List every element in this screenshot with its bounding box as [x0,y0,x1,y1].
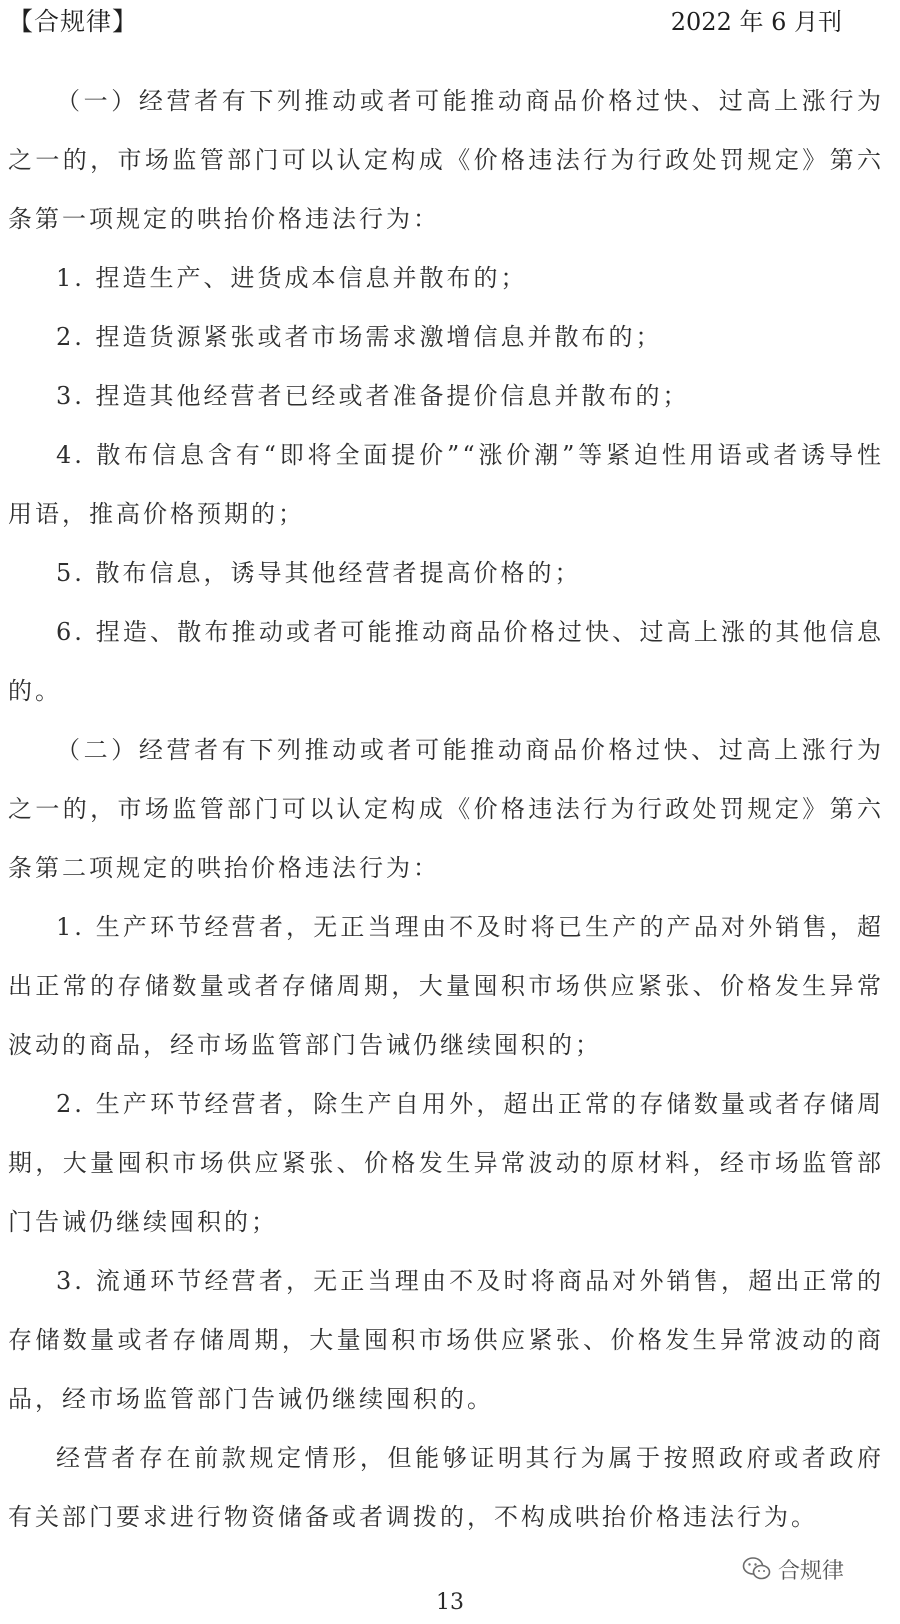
document-body [8,72,884,1547]
watermark-label: 合规律 [778,1558,845,1584]
issue-date: 2022 年 6 月刊 [670,8,842,36]
paragraph-item-1-1: 1. 捏造生产、进货成本信息并散布的； [56,264,528,292]
paragraph-item-2-1: 1. 生产环节经营者，无正当理由不及时将已生产的产品对外销售，超出正常的存储数量或者存储周期，大量囤积市场供应紧张、价格发生异常波动的商品，经市场监管部门告诫仍继续囤积的； [8,913,884,1059]
paragraph-item-1-5: 5. 散布信息，诱导其他经营者提高价格的； [56,559,582,587]
paragraph-item-1-4: 4. 散布信息含有“即将全面提价”“涨价潮”等紧迫性用语或者诱导性用语，推高价格预期的； [8,441,884,528]
page-header [0,0,900,44]
paragraph-item-2-2: 2. 生产环节经营者，除生产自用外，超出正常的存储数量或者存储周期，大量囤积市场供应紧张、价格发生异常波动的原材料，经市场监管部门告诫仍继续囤积的； [8,1090,884,1236]
page-number: 13 [436,1590,464,1615]
paragraph-item-1-6: 6. 捏造、散布推动或者可能推动商品价格过快、过高上涨的其他信息的。 [8,618,884,705]
paragraph-section-1-intro: （一）经营者有下列推动或者可能推动商品价格过快、过高上涨行为之一的，市场监管部门可以认定构成《价格违法行为行政处罚规定》第六条第一项规定的哄抬价格违法行为： [8,87,884,233]
paragraph-section-2-intro: （二）经营者有下列推动或者可能推动商品价格过快、过高上涨行为之一的，市场监管部门可以认定构成《价格违法行为行政处罚规定》第六条第二项规定的哄抬价格违法行为： [8,736,884,882]
paragraph-item-1-3: 3. 捏造其他经营者已经或者准备提价信息并散布的； [56,382,690,410]
paragraph-item-2-3: 3. 流通环节经营者，无正当理由不及时将商品对外销售，超出正常的存储数量或者存储周期，大量囤积市场供应紧张、价格发生异常波动的商品，经市场监管部门告诫仍继续囤积的。 [8,1267,884,1413]
wechat-watermark [742,1552,844,1586]
wechat-icon [742,1556,772,1582]
publication-name: 【合规律】 [8,7,139,36]
paragraph-item-1-2: 2. 捏造货源紧张或者市场需求激增信息并散布的； [56,323,663,351]
paragraph-exception-clause: 经营者存在前款规定情形，但能够证明其行为属于按照政府或者政府有关部门要求进行物资储备或者调拨的，不构成哄抬价格违法行为。 [8,1444,884,1531]
